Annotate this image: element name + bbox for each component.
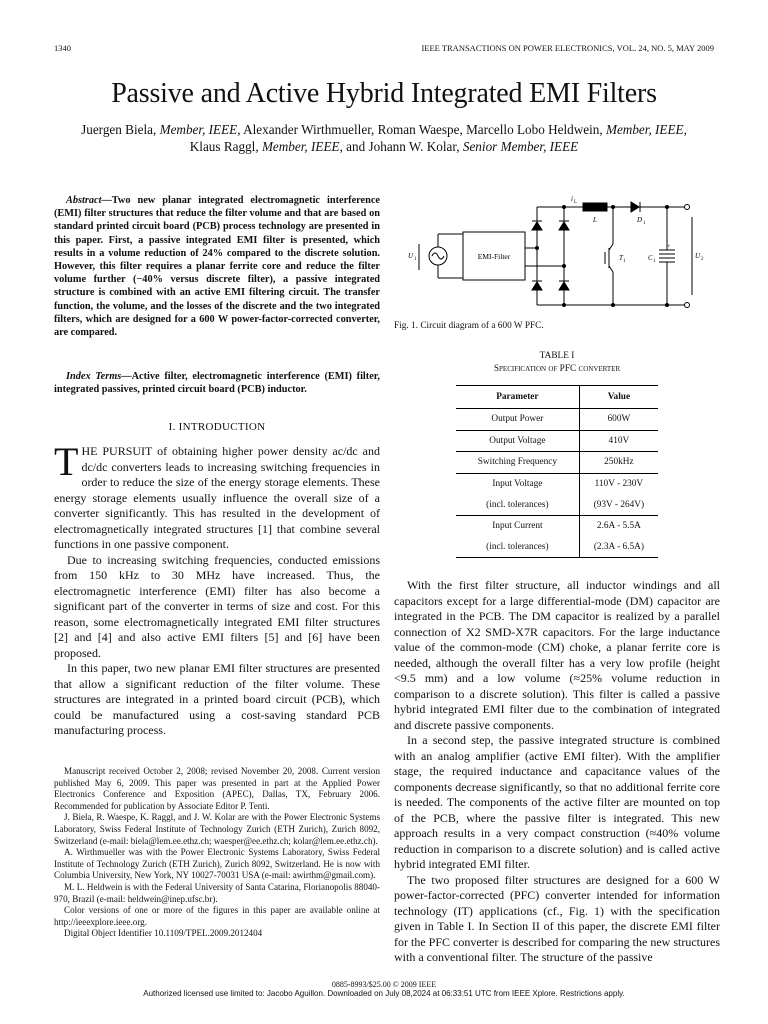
label-u1: U xyxy=(408,252,414,260)
label-c1: C xyxy=(648,254,653,262)
label-d1: D xyxy=(637,216,643,224)
label-u2: U xyxy=(695,252,701,260)
paper-title: Passive and Active Hybrid Integrated EMI Filters xyxy=(111,78,657,109)
label-l: L xyxy=(593,216,597,224)
table-header: Parameter xyxy=(456,386,579,409)
footnote: Digital Object Identifier 10.1109/TPEL.2009.2012404 xyxy=(64,928,263,939)
abstract xyxy=(54,194,380,339)
section-heading: I. INTRODUCTION xyxy=(168,421,266,433)
index-terms-text: —Active filter, electromagnetic interference (EMI) filter, integrated passives, printed circuit board (PCB) inductor. xyxy=(54,371,380,396)
figure-caption: Fig. 1. Circuit diagram of a 600 W PFC. xyxy=(394,321,544,331)
page-number: 1340 xyxy=(54,43,71,53)
index-terms xyxy=(54,370,380,396)
page-footer xyxy=(0,980,768,998)
abstract-text: —Two new planar integrated electromagnetic interference (EMI) filter structures that reduce the filter volume and that are based on standard printed circuit board (PCB) process technology are presented in this paper. First, a passive integrated EMI filter is presented, which results in a volume reduction of 24% compared to the discrete solution. However, this filter requires a planar ferrite core and reduce the filter volume further (−40% versus discrete filter), a passive integrated structure is combined with an active EMI filtering circuit. The transfer function, the volume, and the losses of the discrete and the two integrated filters, which are designed for a 600 W power-factor-corrected converter, are compared. xyxy=(54,195,380,339)
footnote: Manuscript received October 2, 2008; revised November 20, 2008. Current version published May 6, 2009. This paper was presented in part at the Applied Power Electronics Conference and Exposition (APEC), Dallas, TX, February 2006. Recommended for publication by Associate Editor P. Tenti. xyxy=(54,766,380,811)
intro-paragraph: In this paper, two new planar EMI filter structures are presented that allow a significant reduction of the filter volume. These structures are integrated in a printed board circuit (PCB), which could be manufactured using a cost-saving standard PCB manufacturing process. xyxy=(54,661,380,737)
table-row: Switching Frequency 250kHz xyxy=(456,452,658,474)
intro-paragraph: Due to increasing switching frequencies, conducted emissions from 150 kHz to 30 MHz have increased. Thus, the electromagnetic interference (EMI) filter has also become a significant part of the converter in terms of size and cost. For this reason, some electromagnetically integrated EMI filter structures [2] and [4] and also active EMI filters [5] and [6] have been proposed. xyxy=(54,552,380,660)
body-paragraph: The two proposed filter structures are designed for a 600 W power-factor-corrected (PFC) converter intended for information technology (IT) applications (cf., Fig. 1) with the specification given in Table I. In Section II of this paper, the discrete EMI filter for the PFC converter is described for comparing the new structures with a conventional filter. The structure of the passive xyxy=(394,872,720,964)
table-row: (incl. tolerances) (93V - 264V) xyxy=(456,494,658,515)
circuit-diagram xyxy=(405,192,710,312)
svg-text:1: 1 xyxy=(414,257,417,262)
table-row: Input Voltage 110V - 230V xyxy=(456,473,658,494)
license-line: Authorized licensed use limited to: Jacobo Aguillon. Downloaded on July 08,2024 at 06:33:51 UTC from IEEE Xplore. Restrictions apply. xyxy=(143,989,625,998)
footnote: A. Wirthmueller was with the Power Electronic Systems Laboratory, Swiss Federal Institute of Technology Zurich (ETH Zurich), Zurich 8092, Switzerland. He is now with Columbia University, New York, NY 10027-70031 USA (e-mail: awirthm@gmail.com). xyxy=(54,847,380,881)
table-row: Output Voltage 410V xyxy=(456,430,658,452)
introduction-body xyxy=(54,439,380,739)
footnote: M. L. Heldwein is with the Federal University of Santa Catarina, Florianopolis 88040-970, Brazil (e-mail: heldwein@inep.ufsc.br). xyxy=(54,881,380,904)
intro-paragraph: THE PURSUIT of obtaining higher power density ac/dc and dc/dc converters leads to increasing switching frequencies in order to reduce the size of the energy storage elements. These energy storage elements usually influence the overall size of a converter significantly. This has resulted in the development of electromagnetically integrated structures [1] that combine several functions in one passive component. xyxy=(54,439,380,551)
pfc-schematic xyxy=(405,192,710,312)
body-paragraph: In a second step, the passive integrated structure is combined with an analog amplifier (active EMI filter). With the amplifier stage, the required inductance and capacitance values of the components decrease significantly, so that no additional ferrite core is needed. The components of the active filter are mounted on top of the PCB, where the passive filter is integrated. This new approach results in a very compact construction (≈40% volume reduction in comparison to a discrete solution) and is called active hybrid integrated EMI filter. xyxy=(394,733,720,871)
table-row: Input Current 2.6A - 5.5A xyxy=(456,515,658,536)
svg-text:+: + xyxy=(667,244,671,250)
index-terms-label: Index Terms xyxy=(66,371,122,382)
table-row: Output Power 600W xyxy=(456,409,658,431)
svg-text:2: 2 xyxy=(701,257,704,262)
issn-line: 0885-8993/$25.00 © 2009 IEEE xyxy=(331,980,437,989)
running-header: IEEE TRANSACTIONS ON POWER ELECTRONICS, VOL. 24, NO. 5, MAY 2009 xyxy=(421,43,714,53)
specification-table xyxy=(456,385,658,558)
author-list: Juergen Biela, Member, IEEE, Alexander Wirthmueller, Roman Waespe, Marcello Lobo Heldwein, Member, IEEE, Klaus Raggl, Member, IEEE, and Johann W. Kolar, Senior Member, IEEE xyxy=(81,122,687,154)
svg-text:1: 1 xyxy=(623,259,626,264)
abstract-label: Abstract xyxy=(66,195,102,206)
table-row: (incl. tolerances) (2.3A - 6.5A) xyxy=(456,537,658,558)
label-il: i xyxy=(571,195,573,203)
svg-text:1: 1 xyxy=(643,221,646,226)
footnote: Color versions of one or more of the figures in this paper are available online at http://ieeexplore.ieee.org. xyxy=(54,905,380,927)
footnote: J. Biela, R. Waespe, K. Raggl, and J. W. Kolar are with the Power Electronic Systems Laboratory, Swiss Federal Institute of Technology Zurich (ETH Zurich), Zurich 8092, Switzerland (e-mail: biela@lem.ee.ethz.ch; waesper@ee.ethz.ch; kolar@lem.ee.ethz.ch). xyxy=(54,812,380,846)
footnotes xyxy=(54,766,380,940)
svg-text:L: L xyxy=(574,200,578,205)
table-caption: TABLE I Specification of PFC converter xyxy=(493,351,621,374)
drop-cap: T xyxy=(54,439,79,484)
body-paragraph: With the first filter structure, all inductor windings and all capacitors except for a large differential-mode (DM) capacitor are integrated in the PCB. The DM capacitor is realized by a parallel connection of X2 SMD-X7R capacitors. For the large inductance value of the common-mode (CM) choke, a planar ferrite core is needed, although the overall filter has a very low profile (height <9.5 mm) and a low volume (≈25% volume reduction in comparison to a discrete solution). This filter is called a passive hybrid integrated EMI filter due to the combination of integrated and discrete passive components. xyxy=(394,578,720,732)
table-header: Value xyxy=(607,392,631,402)
svg-text:1: 1 xyxy=(653,259,656,264)
right-column-body xyxy=(394,578,720,966)
label-t1: T xyxy=(619,254,623,262)
label-emi-filter: EMI-Filter xyxy=(477,252,511,261)
